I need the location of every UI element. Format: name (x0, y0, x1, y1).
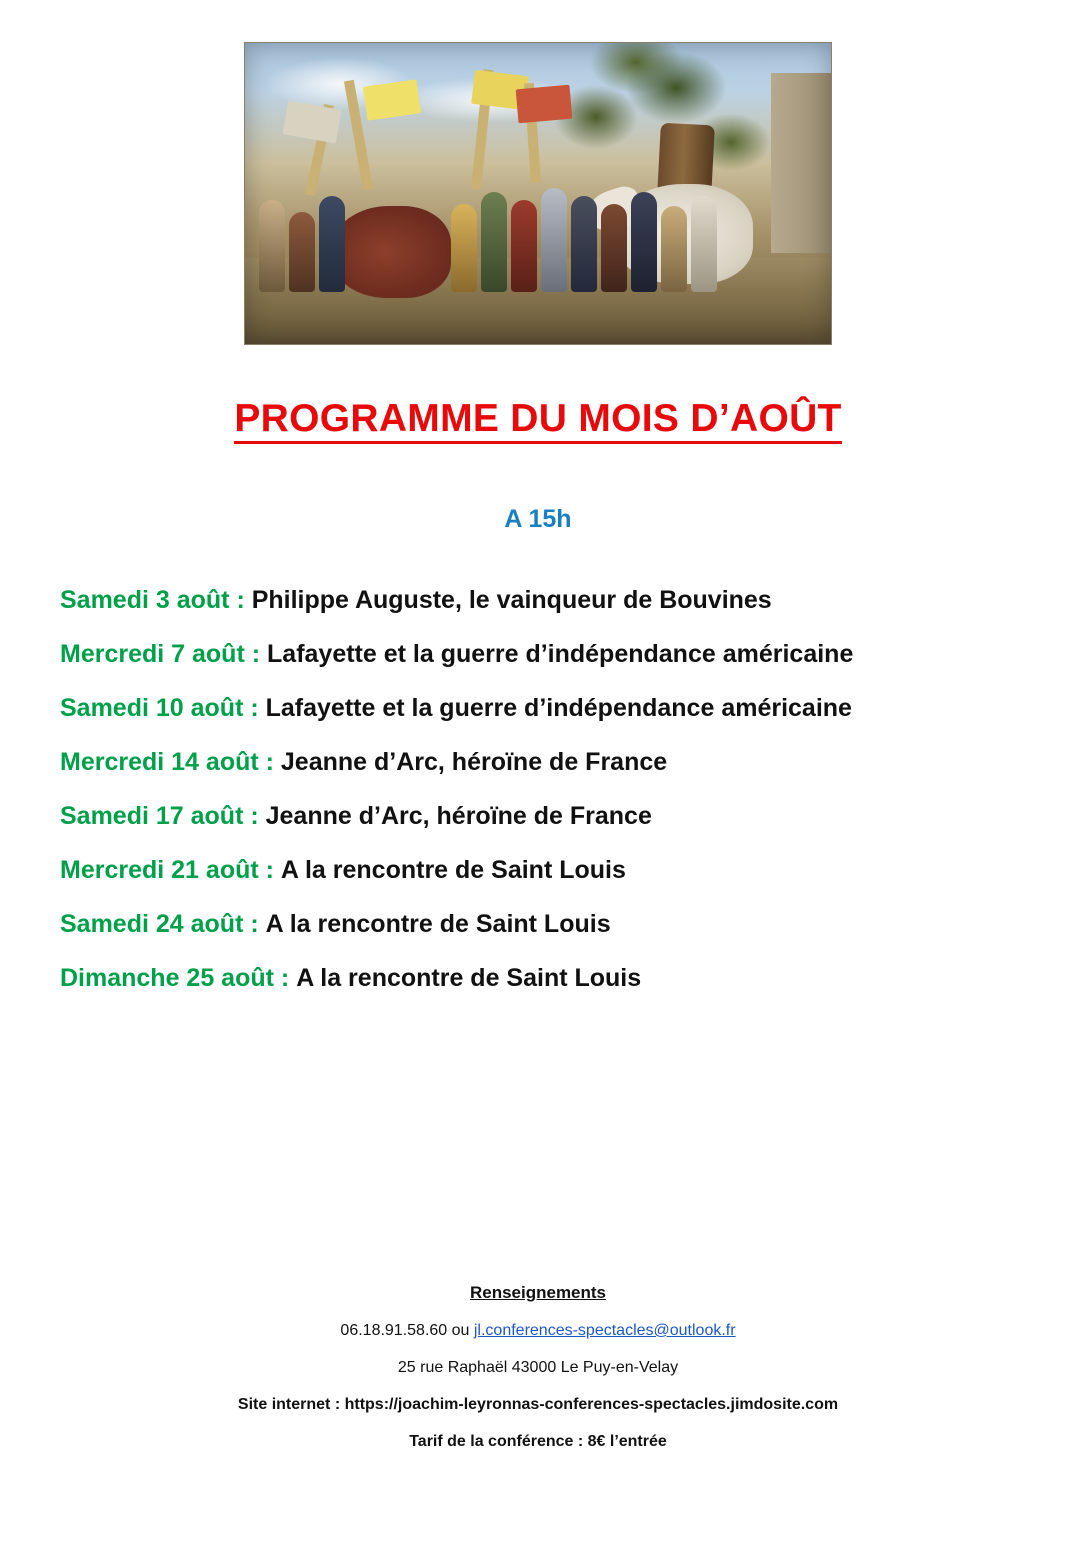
programme-date: Samedi 3 août : (60, 586, 245, 614)
figure (661, 206, 687, 292)
list-item (60, 750, 1076, 775)
list-item (60, 696, 1076, 721)
footer-address: 25 rue Raphaël 43000 Le Puy-en-Velay (397, 1359, 679, 1376)
poster-page (0, 42, 1076, 1542)
programme-topic: Lafayette et la guerre d’indépendance américaine (265, 694, 852, 722)
footer-info (0, 1283, 1076, 1470)
page-title (0, 397, 1076, 441)
figure (631, 192, 657, 292)
list-item (60, 804, 1076, 829)
footer-website: Site internet : https://joachim-leyronnas-conferences-spectacles.jimdosite.com (237, 1396, 839, 1413)
figure (511, 200, 537, 292)
page-title-text: PROGRAMME DU MOIS D’AOÛT (234, 397, 841, 444)
footer-contact-line (0, 1322, 1076, 1340)
programme-topic: A la rencontre de Saint Louis (296, 964, 642, 992)
footer-heading: Renseignements (469, 1283, 607, 1302)
programme-date: Samedi 10 août : (60, 694, 259, 722)
programme-list (0, 588, 1076, 991)
figure (289, 212, 315, 292)
figure (541, 188, 567, 292)
footer-price: Tarif de la conférence : 8€ l’entrée (409, 1433, 667, 1450)
figure (691, 196, 717, 292)
list-item (60, 588, 1076, 613)
crowd-figures (245, 122, 831, 292)
programme-date: Mercredi 21 août : (60, 856, 274, 884)
page-subtitle: A 15h (504, 505, 572, 533)
programme-date: Samedi 24 août : (60, 910, 259, 938)
figure (259, 200, 285, 292)
programme-topic: Philippe Auguste, le vainqueur de Bouvines (251, 586, 772, 614)
hero-painting (245, 43, 831, 344)
list-item (60, 858, 1076, 883)
programme-topic: Jeanne d’Arc, héroïne de France (265, 802, 652, 830)
figure (571, 196, 597, 292)
programme-topic: Lafayette et la guerre d’indépendance américaine (267, 640, 854, 668)
programme-date: Mercredi 14 août : (60, 748, 274, 776)
programme-date: Samedi 17 août : (60, 802, 259, 830)
email-link[interactable]: jl.conferences-spectacles@outlook.fr (473, 1322, 736, 1339)
hero-image (244, 42, 832, 345)
programme-topic: Jeanne d’Arc, héroïne de France (280, 748, 668, 776)
figure (319, 196, 345, 292)
figure (481, 192, 507, 292)
list-item (60, 642, 1076, 667)
figure (451, 204, 477, 292)
list-item (60, 912, 1076, 937)
flag-red (516, 85, 573, 124)
programme-date: Dimanche 25 août : (60, 964, 290, 992)
programme-topic: A la rencontre de Saint Louis (265, 910, 611, 938)
programme-date: Mercredi 7 août : (60, 640, 261, 668)
programme-topic: A la rencontre de Saint Louis (280, 856, 626, 884)
flag-yellow (363, 79, 421, 120)
list-item (60, 966, 1076, 991)
footer-phone: 06.18.91.58.60 ou (340, 1322, 474, 1339)
figure (601, 204, 627, 292)
